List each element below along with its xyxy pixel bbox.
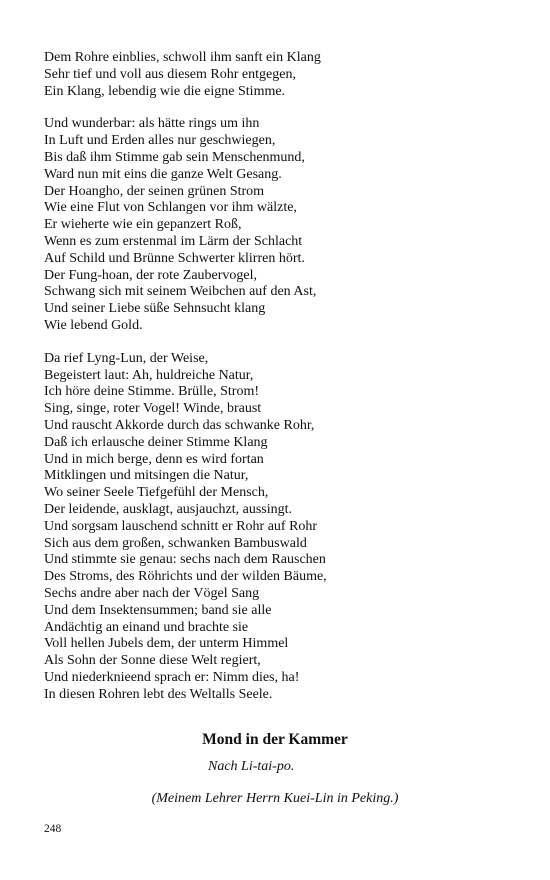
verse-line: Daß ich erlausche deiner Stimme Klang xyxy=(44,434,268,450)
stanza xyxy=(44,50,514,100)
verse-line: Voll hellen Jubels dem, der unterm Himmel xyxy=(44,636,289,652)
verse-line: Sing, singe, roter Vogel! Winde, braust xyxy=(44,401,262,417)
verse-line: Ich höre deine Stimme. Brülle, Strom! xyxy=(44,384,260,400)
verse-line: Und rauscht Akkorde durch das schwanke Rohr, xyxy=(44,417,315,433)
verse-line: Und stimmte sie genau: sechs nach dem Rauschen xyxy=(44,552,326,568)
verse-line: Wie lebend Gold. xyxy=(44,317,143,333)
verse-line: Dem Rohre einblies, schwoll ihm sanft ein Klang xyxy=(44,50,321,65)
verse-line: Auf Schild und Brünne Schwerter klirren hört. xyxy=(44,250,305,266)
stanza xyxy=(44,116,514,334)
verse-line: Und wunderbar: als hätte rings um ihn xyxy=(44,116,260,132)
verse-line: Bis daß ihm Stimme gab sein Menschenmund, xyxy=(44,149,305,165)
verse-line: Mitklingen und mitsingen die Natur, xyxy=(44,468,249,484)
verse-line: Und in mich berge, denn es wird fortan xyxy=(44,451,264,467)
verse-line: Da rief Lyng-Lun, der Weise, xyxy=(44,350,209,366)
verse-line: Begeistert laut: Ah, huldreiche Natur, xyxy=(44,367,254,383)
verse-line: Der leidende, ausklagt, ausjauchzt, aussingt. xyxy=(44,501,293,517)
verse-line: Sechs andre aber nach der Vögel Sang xyxy=(44,585,260,601)
page-number: 248 xyxy=(44,823,62,835)
verse-line: Und sorgsam lauschend schnitt er Rohr auf Rohr xyxy=(44,518,318,534)
verse-line: Des Stroms, des Röhrichts und der wilden Bäume, xyxy=(44,569,327,585)
verse-line: Und niederknieend sprach er: Nimm dies, ha! xyxy=(44,669,300,685)
stanza xyxy=(44,351,514,704)
verse-line: Wo seiner Seele Tiefgefühl der Mensch, xyxy=(44,485,269,501)
verse-line: Als Sohn der Sonne diese Welt regiert, xyxy=(44,653,261,669)
verse-line: Ward nun mit eins die ganze Welt Gesang. xyxy=(44,166,282,182)
verse-line: Sich aus dem großen, schwanken Bambuswald xyxy=(44,535,307,551)
poem-dedication: (Meinem Lehrer Herrn Kuei-Lin in Peking.) xyxy=(151,791,399,806)
poem-body xyxy=(44,50,514,719)
verse-line: Und seiner Liebe süße Sehnsucht klang xyxy=(44,301,266,317)
verse-line: Der Hoangho, der seinen grünen Strom xyxy=(44,183,265,199)
verse-line: In Luft und Erden alles nur geschwiegen, xyxy=(44,133,276,149)
verse-line: Er wieherte wie ein gepanzert Roß, xyxy=(44,217,242,233)
verse-line: Der Fung-hoan, der rote Zaubervogel, xyxy=(44,267,258,283)
verse-line: Und dem Insektensummen; band sie alle xyxy=(44,602,272,618)
verse-line: Sehr tief und voll aus diesem Rohr entgegen, xyxy=(44,66,296,82)
verse-line: Wie eine Flut von Schlangen vor ihm wälzte, xyxy=(44,200,297,216)
poem-subtitle: Nach Li-tai-po. xyxy=(208,759,295,774)
verse-line: Andächtig an einand und brachte sie xyxy=(44,619,249,635)
verse-line: Ein Klang, lebendig wie die eigne Stimme. xyxy=(44,83,286,99)
verse-line: In diesen Rohren lebt des Weltalls Seele. xyxy=(44,686,273,702)
poem-title: Mond in der Kammer xyxy=(202,731,348,748)
verse-line: Schwang sich mit seinem Weibchen auf den Ast, xyxy=(44,284,317,300)
verse-line: Wenn es zum erstenmal im Lärm der Schlacht xyxy=(44,233,303,249)
